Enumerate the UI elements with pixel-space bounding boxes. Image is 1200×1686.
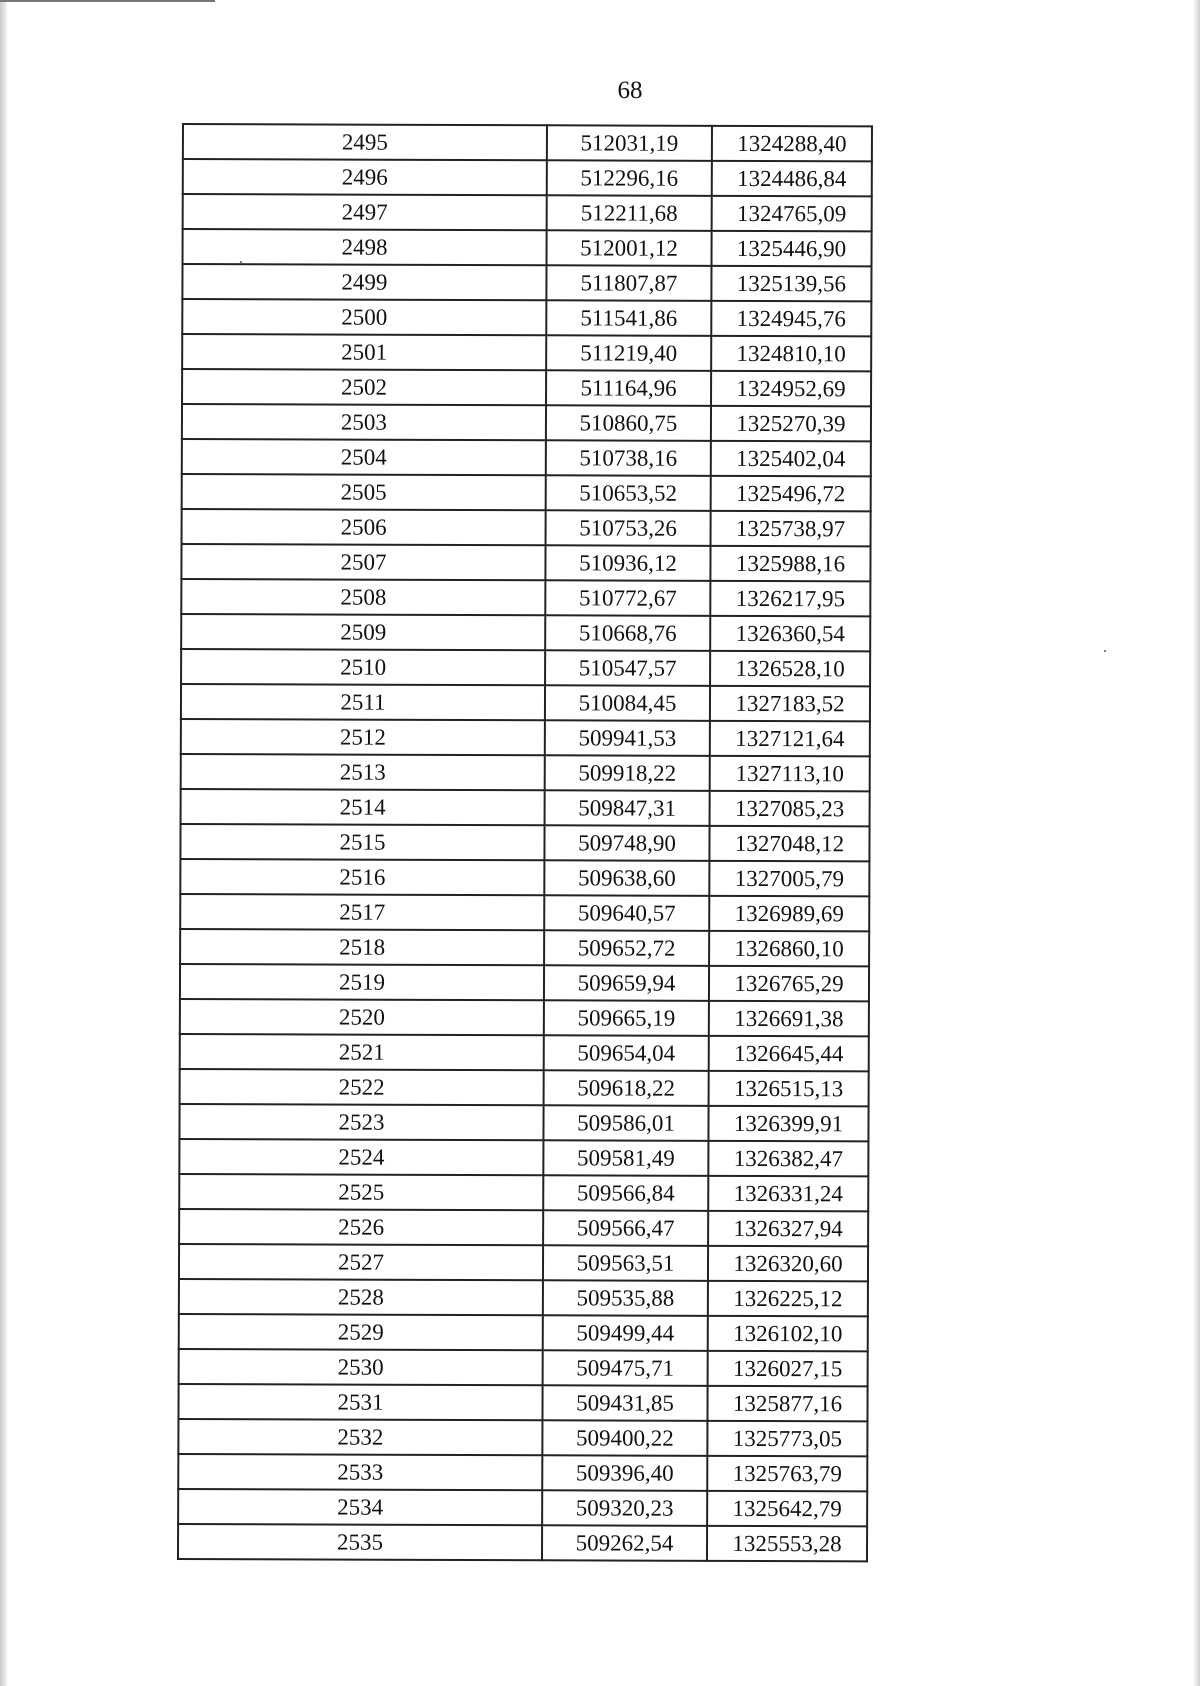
x-coordinate-cell: 511541,86	[546, 300, 711, 336]
x-coordinate-cell: 509535,88	[543, 1280, 708, 1316]
y-coordinate-cell: 1325402,04	[711, 441, 871, 477]
y-coordinate-cell: 1326360,54	[710, 616, 870, 652]
y-coordinate-cell: 1324952,69	[711, 371, 871, 407]
y-coordinate-cell: 1326102,10	[708, 1316, 868, 1352]
x-coordinate-cell: 510753,26	[546, 510, 711, 546]
scan-speck	[240, 261, 242, 263]
point-number-cell: 2515	[180, 824, 544, 860]
table-row	[181, 579, 870, 616]
point-number-cell: 2496	[183, 159, 547, 195]
table-row	[183, 194, 872, 231]
scan-edge-right	[1194, 0, 1200, 1686]
x-coordinate-cell: 509431,85	[542, 1385, 707, 1421]
y-coordinate-cell: 1326515,13	[709, 1071, 869, 1107]
point-number-cell: 2495	[183, 124, 547, 160]
x-coordinate-cell: 509665,19	[544, 1000, 709, 1036]
y-coordinate-cell: 1327005,79	[709, 861, 869, 897]
table-row	[182, 299, 871, 336]
table-row	[180, 964, 869, 1001]
point-number-cell: 2510	[181, 649, 545, 685]
x-coordinate-cell: 510738,16	[546, 440, 711, 476]
point-number-cell: 2521	[180, 1034, 544, 1070]
point-number-cell: 2523	[179, 1104, 543, 1140]
table-row	[180, 1069, 869, 1106]
y-coordinate-cell: 1326217,95	[710, 581, 870, 617]
table-row	[179, 1279, 868, 1316]
point-number-cell: 2535	[178, 1524, 542, 1560]
table-row	[181, 789, 870, 826]
table-row	[178, 1489, 867, 1526]
table-row	[183, 124, 872, 161]
table-row	[178, 1419, 867, 1456]
point-number-cell: 2529	[179, 1314, 543, 1350]
y-coordinate-cell: 1326989,69	[709, 896, 869, 932]
x-coordinate-cell: 512211,68	[547, 195, 712, 231]
scan-edge-left	[0, 0, 7, 1686]
point-number-cell: 2517	[180, 894, 544, 930]
point-number-cell: 2533	[178, 1454, 542, 1490]
y-coordinate-cell: 1325270,39	[711, 406, 871, 442]
y-coordinate-cell: 1326399,91	[708, 1106, 868, 1142]
y-coordinate-cell: 1326645,44	[709, 1036, 869, 1072]
table-row	[183, 229, 872, 266]
table-row	[178, 1524, 867, 1561]
table-row	[181, 754, 870, 791]
table-row	[181, 719, 870, 756]
x-coordinate-cell: 510772,67	[545, 580, 710, 616]
x-coordinate-cell: 510860,75	[546, 405, 711, 441]
y-coordinate-cell: 1327183,52	[710, 686, 870, 722]
y-coordinate-cell: 1325773,05	[707, 1421, 867, 1457]
point-number-cell: 2505	[182, 474, 546, 510]
x-coordinate-cell: 509638,60	[544, 860, 709, 896]
point-number-cell: 2524	[179, 1139, 543, 1175]
y-coordinate-cell: 1326860,10	[709, 931, 869, 967]
x-coordinate-cell: 509618,22	[544, 1070, 709, 1106]
point-number-cell: 2512	[181, 719, 545, 755]
point-number-cell: 2511	[181, 684, 545, 720]
point-number-cell: 2498	[183, 229, 547, 265]
x-coordinate-cell: 510936,12	[545, 545, 710, 581]
x-coordinate-cell: 509918,22	[545, 755, 710, 791]
point-number-cell: 2520	[180, 999, 544, 1035]
table-row	[182, 474, 871, 511]
table-row	[180, 1034, 869, 1071]
table-row	[182, 264, 871, 301]
point-number-cell: 2504	[182, 439, 546, 475]
coordinates-table	[177, 123, 873, 1562]
y-coordinate-cell: 1326528,10	[710, 651, 870, 687]
table-row	[179, 1209, 868, 1246]
x-coordinate-cell: 509847,31	[545, 790, 710, 826]
x-coordinate-cell: 509400,22	[542, 1420, 707, 1456]
x-coordinate-cell: 511164,96	[546, 370, 711, 406]
scan-speck	[1104, 650, 1106, 652]
table-row	[182, 404, 871, 441]
table-row	[179, 1139, 868, 1176]
table-row	[182, 439, 871, 476]
point-number-cell: 2522	[180, 1069, 544, 1105]
y-coordinate-cell: 1326225,12	[708, 1281, 868, 1317]
x-coordinate-cell: 510653,52	[546, 475, 711, 511]
x-coordinate-cell: 511219,40	[546, 335, 711, 371]
point-number-cell: 2518	[180, 929, 544, 965]
y-coordinate-cell: 1325763,79	[707, 1456, 867, 1492]
x-coordinate-cell: 509563,51	[543, 1245, 708, 1281]
x-coordinate-cell: 509581,49	[543, 1140, 708, 1176]
y-coordinate-cell: 1325988,16	[710, 546, 870, 582]
y-coordinate-cell: 1325553,28	[707, 1526, 867, 1562]
point-number-cell: 2519	[180, 964, 544, 1000]
table-row	[179, 1349, 868, 1386]
x-coordinate-cell: 509499,44	[543, 1315, 708, 1351]
x-coordinate-cell: 512031,19	[547, 125, 712, 161]
table-row	[181, 614, 870, 651]
table-row	[179, 1174, 868, 1211]
y-coordinate-cell: 1326320,60	[708, 1246, 868, 1282]
point-number-cell: 2513	[181, 754, 545, 790]
x-coordinate-cell: 509262,54	[542, 1525, 707, 1561]
y-coordinate-cell: 1326327,94	[708, 1211, 868, 1247]
x-coordinate-cell: 509586,01	[543, 1105, 708, 1141]
y-coordinate-cell: 1326765,29	[709, 966, 869, 1002]
point-number-cell: 2525	[179, 1174, 543, 1210]
y-coordinate-cell: 1325496,72	[711, 476, 871, 512]
x-coordinate-cell: 512296,16	[547, 160, 712, 196]
y-coordinate-cell: 1325446,90	[712, 231, 872, 267]
y-coordinate-cell: 1325738,97	[711, 511, 871, 547]
point-number-cell: 2532	[178, 1419, 542, 1455]
y-coordinate-cell: 1326691,38	[709, 1001, 869, 1037]
x-coordinate-cell: 509475,71	[543, 1350, 708, 1386]
x-coordinate-cell: 509566,47	[543, 1210, 708, 1246]
table-row	[178, 1454, 867, 1491]
scan-edge-top	[0, 0, 215, 2]
table-row	[179, 1244, 868, 1281]
point-number-cell: 2500	[182, 299, 546, 335]
table-row	[180, 824, 869, 861]
x-coordinate-cell: 509659,94	[544, 965, 709, 1001]
x-coordinate-cell: 510668,76	[545, 615, 710, 651]
x-coordinate-cell: 509640,57	[544, 895, 709, 931]
table-row	[182, 369, 871, 406]
x-coordinate-cell: 510084,45	[545, 685, 710, 721]
point-number-cell: 2531	[178, 1384, 542, 1420]
point-number-cell: 2527	[179, 1244, 543, 1280]
table-row	[180, 859, 869, 896]
point-number-cell: 2534	[178, 1489, 542, 1525]
x-coordinate-cell: 509941,53	[545, 720, 710, 756]
page-number: 68	[617, 77, 643, 104]
table-row	[179, 1104, 868, 1141]
y-coordinate-cell: 1326382,47	[708, 1141, 868, 1177]
y-coordinate-cell: 1326027,15	[708, 1351, 868, 1387]
y-coordinate-cell: 1327048,12	[709, 826, 869, 862]
x-coordinate-cell: 509320,23	[542, 1490, 707, 1526]
y-coordinate-cell: 1324288,40	[712, 126, 872, 162]
y-coordinate-cell: 1326331,24	[708, 1176, 868, 1212]
x-coordinate-cell: 510547,57	[545, 650, 710, 686]
point-number-cell: 2502	[182, 369, 546, 405]
y-coordinate-cell: 1325877,16	[707, 1386, 867, 1422]
y-coordinate-cell: 1327121,64	[710, 721, 870, 757]
x-coordinate-cell: 509396,40	[542, 1455, 707, 1491]
x-coordinate-cell: 509566,84	[543, 1175, 708, 1211]
coordinates-table-body	[178, 124, 872, 1561]
table-row	[181, 684, 870, 721]
point-number-cell: 2528	[179, 1279, 543, 1315]
table-row	[178, 1384, 867, 1421]
x-coordinate-cell: 509748,90	[544, 825, 709, 861]
x-coordinate-cell: 509654,04	[544, 1035, 709, 1071]
x-coordinate-cell: 509652,72	[544, 930, 709, 966]
table-row	[181, 649, 870, 686]
table-row	[183, 159, 872, 196]
table-row	[180, 894, 869, 931]
table-row	[179, 1314, 868, 1351]
y-coordinate-cell: 1325642,79	[707, 1491, 867, 1527]
y-coordinate-cell: 1327113,10	[710, 756, 870, 792]
table-row	[180, 999, 869, 1036]
y-coordinate-cell: 1324945,76	[711, 301, 871, 337]
table-row	[180, 929, 869, 966]
point-number-cell: 2508	[181, 579, 545, 615]
point-number-cell: 2526	[179, 1209, 543, 1245]
y-coordinate-cell: 1325139,56	[711, 266, 871, 302]
y-coordinate-cell: 1327085,23	[710, 791, 870, 827]
y-coordinate-cell: 1324810,10	[711, 336, 871, 372]
table-row	[182, 509, 871, 546]
point-number-cell: 2499	[182, 264, 546, 300]
point-number-cell: 2530	[179, 1349, 543, 1385]
y-coordinate-cell: 1324765,09	[712, 196, 872, 232]
point-number-cell: 2509	[181, 614, 545, 650]
x-coordinate-cell: 511807,87	[546, 265, 711, 301]
point-number-cell: 2516	[180, 859, 544, 895]
point-number-cell: 2497	[183, 194, 547, 230]
point-number-cell: 2507	[181, 544, 545, 580]
y-coordinate-cell: 1324486,84	[712, 161, 872, 197]
point-number-cell: 2503	[182, 404, 546, 440]
point-number-cell: 2501	[182, 334, 546, 370]
point-number-cell: 2506	[182, 509, 546, 545]
x-coordinate-cell: 512001,12	[547, 230, 712, 266]
table-row	[182, 334, 871, 371]
table-row	[181, 544, 870, 581]
point-number-cell: 2514	[181, 789, 545, 825]
